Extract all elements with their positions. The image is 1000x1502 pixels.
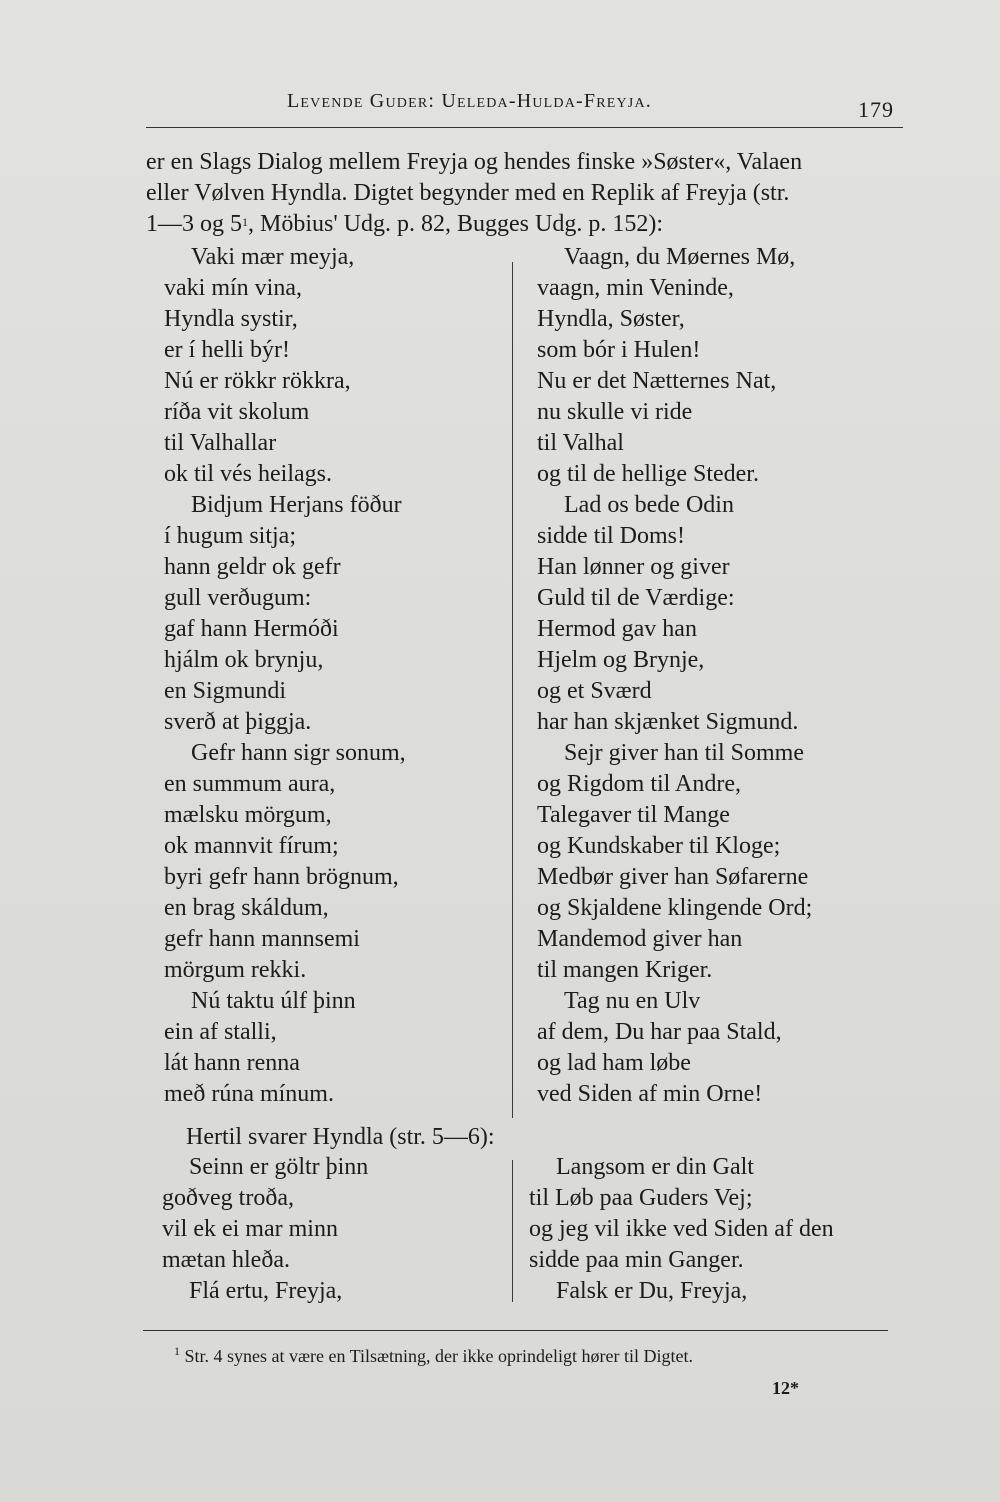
verse-line: í hugum sitja;: [164, 523, 296, 549]
poem2-danish-column: [529, 1152, 834, 1307]
verse-line: har han skjænket Sigmund.: [537, 709, 799, 735]
column-divider-2: [512, 1160, 513, 1302]
footnote-text: Str. 4 synes at være en Tilsætning, der ikke oprindeligt hører til Digtet.: [184, 1346, 693, 1366]
header-rule: [146, 127, 903, 128]
verse-line: Seinn er göltr þinn: [189, 1154, 369, 1180]
verse-line: sverð at þiggja.: [164, 709, 312, 735]
verse-line: Han lønner og giver: [537, 554, 730, 580]
verse-line: Hyndla, Søster,: [537, 306, 685, 332]
intro-line-part: 1—3 og 5: [146, 211, 242, 237]
verse-line: en brag skáldum,: [164, 895, 329, 921]
intro-line-part: , Möbius' Udg. p. 82, Bugges Udg. p. 152):: [248, 211, 663, 237]
verse-line: nu skulle vi ride: [537, 399, 693, 425]
verse-line: Mandemod giver han: [537, 926, 743, 952]
verse-line: lát hann renna: [164, 1050, 300, 1076]
footnote-rule: [143, 1330, 888, 1331]
verse-line: en summum aura,: [164, 771, 336, 797]
verse-line: Sejr giver han til Somme: [564, 740, 804, 766]
footnote-ref: 1: [242, 215, 248, 229]
verse-line: til Løb paa Guders Vej;: [529, 1185, 753, 1211]
verse-line: ved Siden af min Orne!: [537, 1081, 763, 1107]
column-divider: [512, 262, 513, 1118]
verse-line: sidde til Doms!: [537, 523, 685, 549]
intro-line: [146, 209, 916, 240]
verse-line: vil ek ei mar minn: [162, 1216, 338, 1242]
verse-line: til Valhallar: [164, 430, 277, 456]
verse-line: til mangen Kriger.: [537, 957, 713, 983]
verse-line: hann geldr ok gefr: [164, 554, 341, 580]
verse-line: ein af stalli,: [164, 1019, 277, 1045]
verse-line: vaagn, min Veninde,: [537, 275, 734, 301]
page-number: 179: [858, 97, 894, 122]
verse-line: af dem, Du har paa Stald,: [537, 1019, 782, 1045]
footnote: [174, 1346, 693, 1367]
verse-line: Nú taktu úlf þinn: [191, 988, 356, 1014]
poem-old-norse-column: [164, 242, 406, 1110]
footnote-marker: 1: [174, 1344, 180, 1358]
verse-line: og lad ham løbe: [537, 1050, 691, 1076]
verse-line: og Kundskaber til Kloge;: [537, 833, 781, 859]
verse-line: Gefr hann sigr sonum,: [191, 740, 406, 766]
verse-line: hjálm ok brynju,: [164, 647, 324, 673]
verse-line: og Skjaldene klingende Ord;: [537, 895, 813, 921]
verse-line: en Sigmundi: [164, 678, 287, 704]
verse-line: gaf hann Hermóði: [164, 616, 339, 642]
verse-line: vaki mín vina,: [164, 275, 302, 301]
verse-line: Hjelm og Brynje,: [537, 647, 705, 673]
verse-line: som bór i Hulen!: [537, 337, 701, 363]
poem-danish-column: [537, 242, 812, 1110]
verse-line: ríða vit skolum: [164, 399, 310, 425]
verse-line: Langsom er din Galt: [556, 1154, 754, 1180]
verse-line: til Valhal: [537, 430, 624, 456]
verse-line: gull verðugum:: [164, 585, 312, 611]
verse-line: sidde paa min Ganger.: [529, 1247, 744, 1273]
intro-line: er en Slags Dialog mellem Freyja og hendes finske »Søster«, Valaen: [146, 149, 803, 175]
verse-line: Medbør giver han Søfarerne: [537, 864, 809, 890]
verse-line: ok til vés heilags.: [164, 461, 332, 487]
poem2-old-norse-column: [162, 1152, 368, 1307]
verse-line: Flá ertu, Freyja,: [189, 1278, 343, 1304]
verse-line: ok mannvit fírum;: [164, 833, 339, 859]
transition-line: Hertil svarer Hyndla (str. 5—6):: [186, 1124, 495, 1150]
verse-line: mörgum rekki.: [164, 957, 307, 983]
running-title: Levende Guder: Ueleda-Hulda-Freyja.: [287, 90, 652, 112]
verse-line: mætan hleða.: [162, 1247, 290, 1273]
verse-line: byri gefr hann brögnum,: [164, 864, 399, 890]
verse-line: Nu er det Nætternes Nat,: [537, 368, 777, 394]
verse-line: með rúna mínum.: [164, 1081, 334, 1107]
verse-line: Falsk er Du, Freyja,: [556, 1278, 748, 1304]
verse-line: Vaki mær meyja,: [191, 244, 355, 270]
verse-line: og Rigdom til Andre,: [537, 771, 741, 797]
verse-line: Hyndla systir,: [164, 306, 298, 332]
verse-line: Vaagn, du Møernes Mø,: [564, 244, 796, 270]
verse-line: gefr hann mannsemi: [164, 926, 360, 952]
printer-signature: 12*: [772, 1378, 799, 1398]
verse-line: Bidjum Herjans föður: [191, 492, 402, 518]
verse-line: Hermod gav han: [537, 616, 697, 642]
verse-line: Lad os bede Odin: [564, 492, 734, 518]
verse-line: Talegaver til Mange: [537, 802, 730, 828]
verse-line: og jeg vil ikke ved Siden af den: [529, 1216, 834, 1242]
intro-paragraph: [146, 147, 916, 240]
intro-line: eller Vølven Hyndla. Digtet begynder med en Replik af Freyja (str.: [146, 180, 790, 206]
verse-line: mælsku mörgum,: [164, 802, 332, 828]
verse-line: og til de hellige Steder.: [537, 461, 759, 487]
verse-line: og et Sværd: [537, 678, 652, 704]
verse-line: Guld til de Værdige:: [537, 585, 735, 611]
verse-line: er í helli býr!: [164, 337, 290, 363]
verse-line: goðveg troða,: [162, 1185, 294, 1211]
verse-line: Tag nu en Ulv: [564, 988, 701, 1014]
verse-line: Nú er rökkr rökkra,: [164, 368, 351, 394]
